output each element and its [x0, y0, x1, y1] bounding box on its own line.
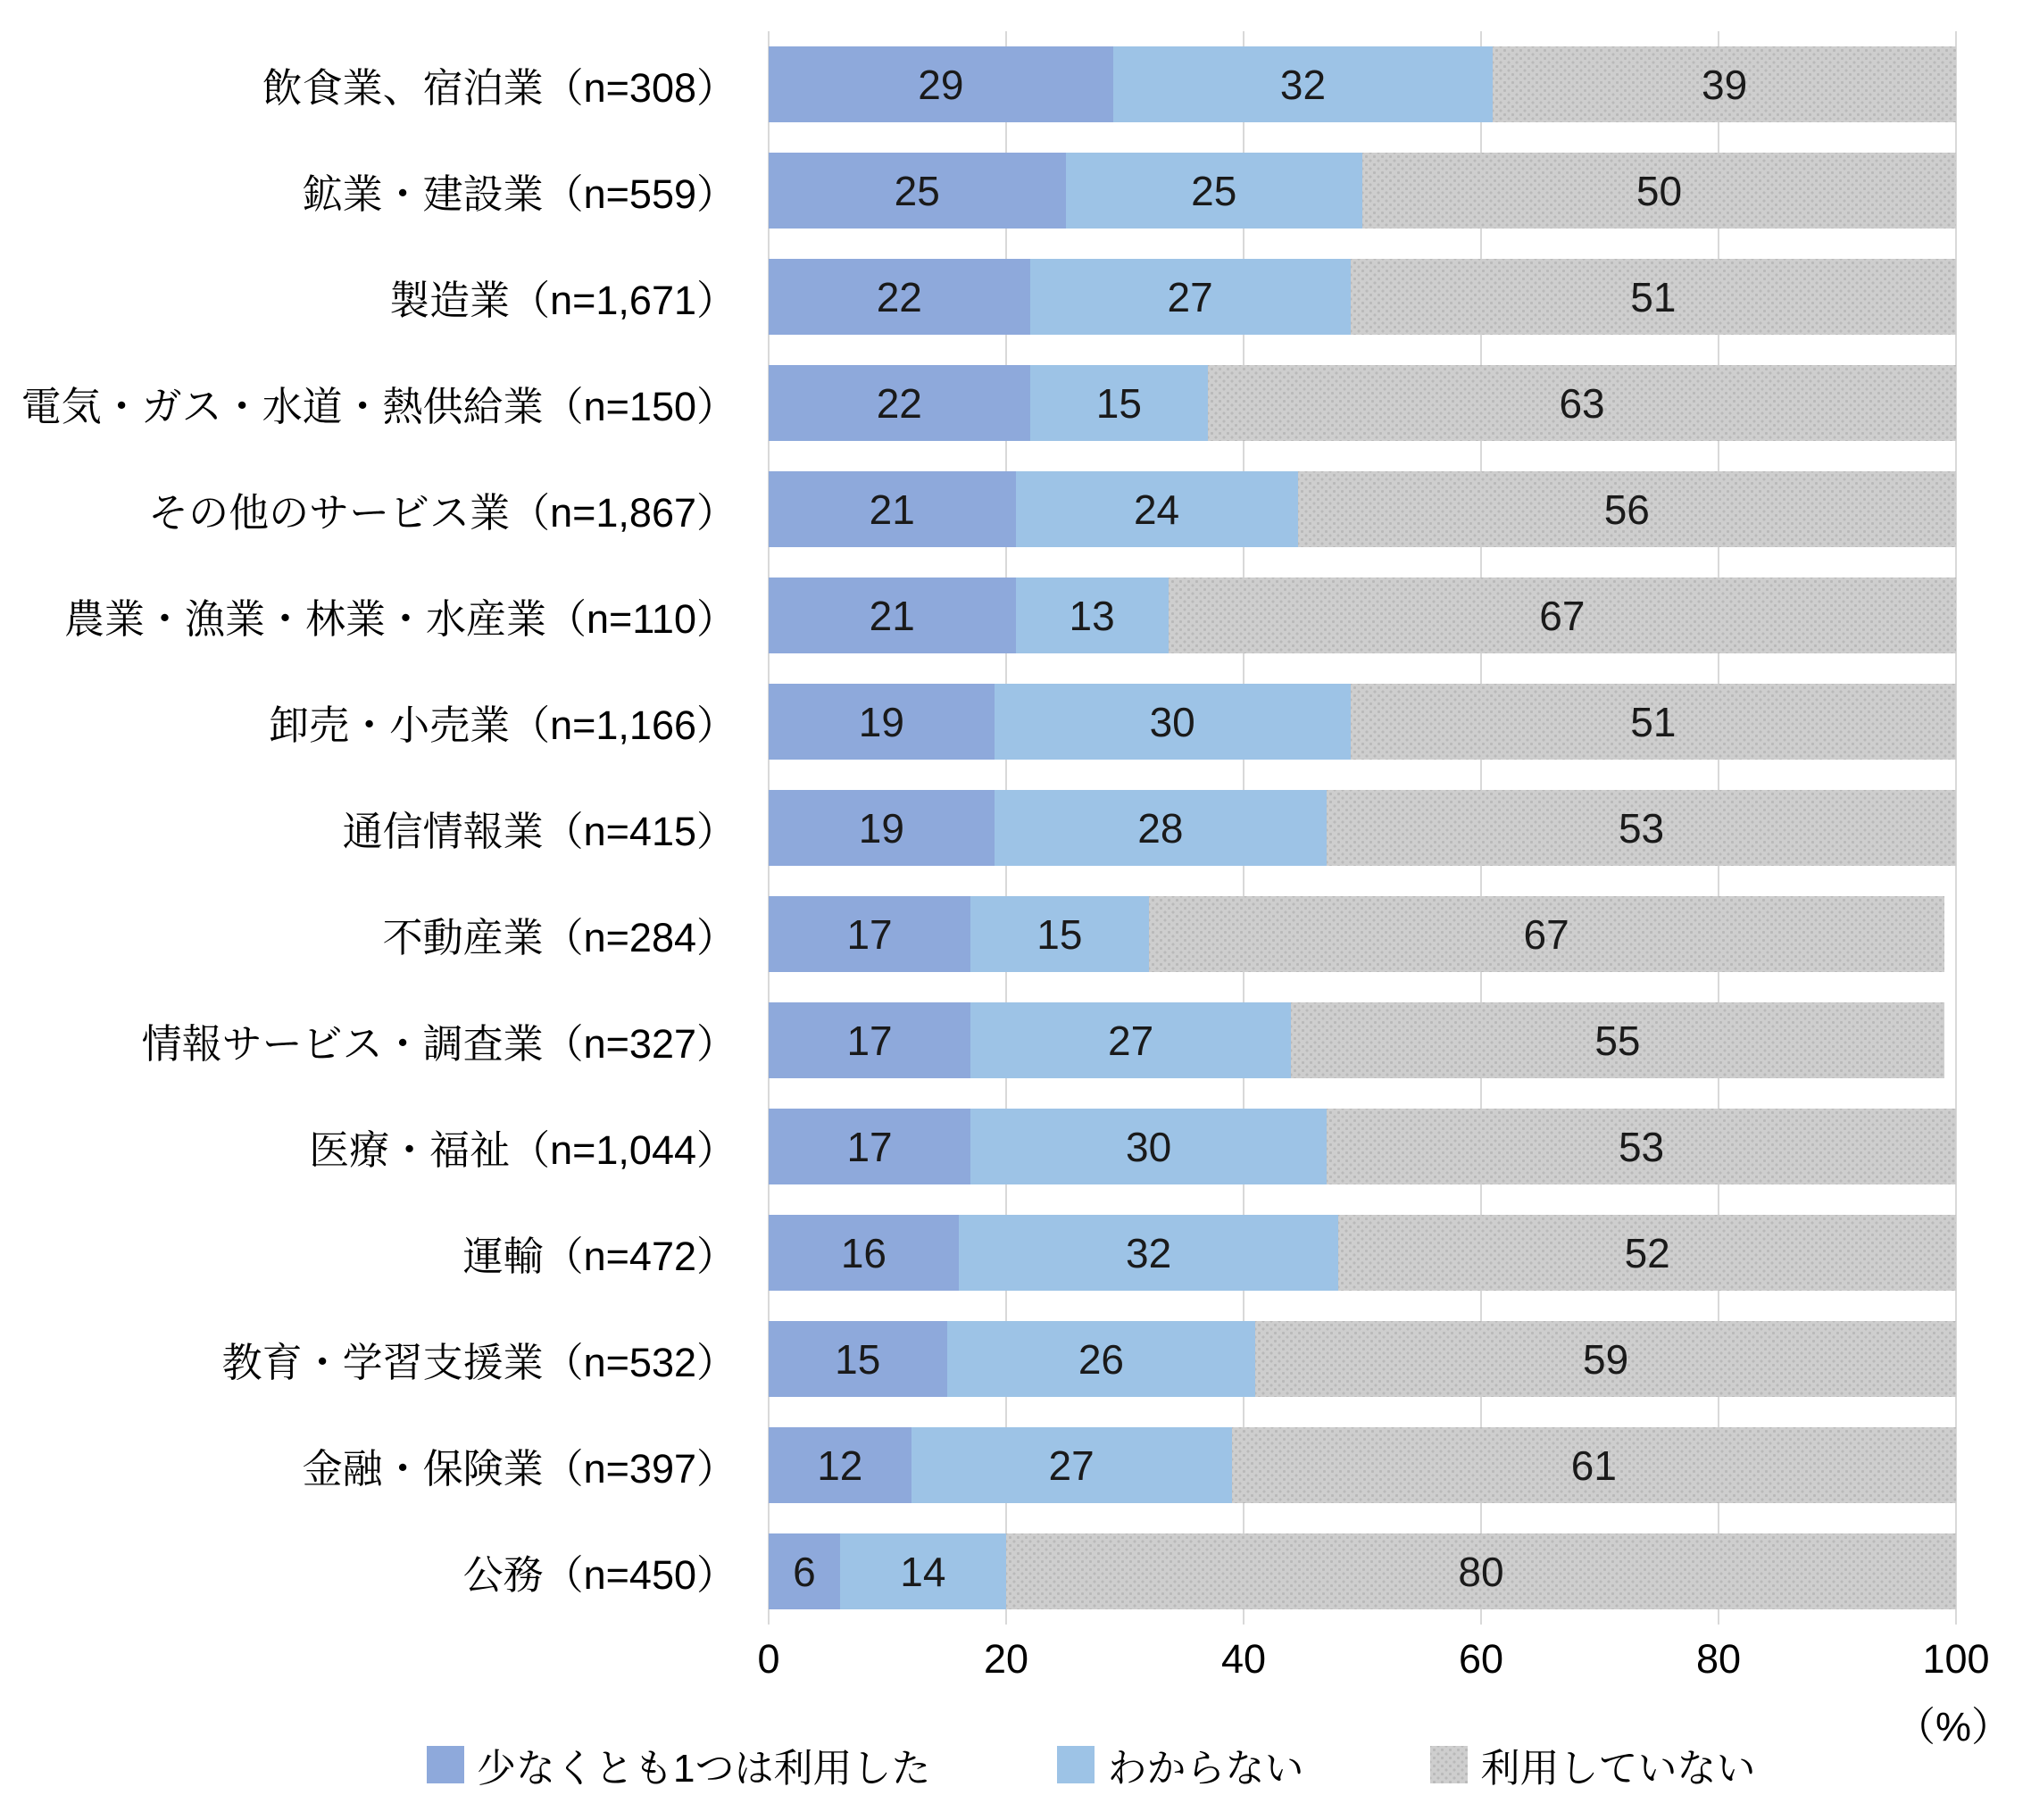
stacked-bar — [769, 1002, 1956, 1078]
bar-segment — [769, 1533, 840, 1609]
bar-segment — [769, 471, 1016, 547]
stacked-bar — [769, 896, 1956, 972]
legend-item — [1057, 1736, 1303, 1793]
value-label: 22 — [876, 273, 922, 320]
value-label: 12 — [817, 1442, 863, 1489]
value-label: 32 — [1279, 61, 1327, 108]
category-label: 卸売・小売業（n=1,166） — [269, 702, 737, 748]
category-label: 運輸（n=472） — [462, 1234, 737, 1279]
value-label: 15 — [1036, 910, 1083, 958]
bar-row — [0, 244, 2031, 350]
bar-segment — [769, 153, 1066, 229]
value-label: 15 — [835, 1335, 881, 1383]
category-label: 電気・ガス・水道・熱供給業（n=150） — [21, 384, 737, 429]
legend — [427, 1736, 1755, 1793]
bar-segment — [911, 1427, 1232, 1503]
category-label: 教育・学習支援業（n=532） — [221, 1340, 737, 1385]
legend-swatch — [1430, 1746, 1468, 1783]
value-label: 26 — [1078, 1335, 1124, 1383]
bar-segment — [970, 1109, 1327, 1184]
x-axis-tick: 0 — [757, 1636, 780, 1682]
stacked-bar — [769, 790, 1956, 866]
stacked-bar — [769, 365, 1956, 441]
value-label: 17 — [846, 910, 893, 958]
stacked-bar — [769, 578, 1956, 653]
bar-segment — [769, 896, 970, 972]
value-label: 13 — [1069, 592, 1115, 639]
bar-segment — [1016, 578, 1169, 653]
bar-segment — [769, 1215, 959, 1291]
stacked-bar — [769, 153, 1956, 229]
legend-item — [427, 1736, 930, 1793]
value-label: 27 — [1167, 273, 1213, 320]
bar-segment — [1362, 153, 1956, 229]
stacked-bar — [769, 1215, 1956, 1291]
bar-segment — [769, 1109, 970, 1184]
bar-segment — [1016, 471, 1298, 547]
bar-segment — [1338, 1215, 1956, 1291]
value-label: 56 — [1603, 486, 1650, 533]
category-label: 鉱業・建設業（n=559） — [302, 171, 737, 217]
bar-segment — [769, 1427, 911, 1503]
value-label: 30 — [1126, 1123, 1172, 1170]
bar-row — [0, 562, 2031, 669]
value-label: 22 — [876, 379, 922, 427]
value-label: 27 — [1108, 1017, 1154, 1064]
category-label: 金融・保険業（n=397） — [302, 1446, 737, 1492]
value-label: 19 — [858, 698, 904, 745]
value-label: 27 — [1048, 1442, 1095, 1489]
value-label: 55 — [1594, 1017, 1641, 1064]
stacked-bar — [769, 1321, 1956, 1397]
value-label: 80 — [1458, 1548, 1504, 1595]
legend-label: 少なくとも1つは利用した — [477, 1747, 931, 1791]
value-label: 6 — [793, 1548, 816, 1595]
bar-row — [0, 1093, 2031, 1200]
value-label: 28 — [1137, 804, 1184, 852]
value-label: 21 — [869, 592, 915, 639]
bar-row — [0, 1200, 2031, 1306]
value-label: 32 — [1126, 1229, 1172, 1276]
bar-segment — [1066, 153, 1363, 229]
bar-segment — [840, 1533, 1006, 1609]
bar-segment — [1291, 1002, 1944, 1078]
value-label: 29 — [918, 61, 964, 108]
bar-row — [0, 31, 2031, 137]
value-label: 14 — [900, 1548, 946, 1595]
value-label: 30 — [1149, 698, 1195, 745]
bar-segment — [970, 1002, 1291, 1078]
category-label: 通信情報業（n=415） — [342, 809, 737, 854]
bar-rows — [0, 31, 2031, 1625]
x-axis-tick: 80 — [1695, 1636, 1742, 1682]
bar-segment — [769, 365, 1030, 441]
bar-row — [0, 1412, 2031, 1518]
stacked-bar — [769, 471, 1956, 547]
bar-segment — [1298, 471, 1956, 547]
bar-row — [0, 775, 2031, 881]
category-label: 不動産業（n=284） — [382, 915, 737, 960]
value-label: 53 — [1618, 804, 1665, 852]
bar-segment — [1232, 1427, 1956, 1503]
value-label: 63 — [1559, 379, 1605, 427]
bar-segment — [769, 790, 995, 866]
bar-segment — [1169, 578, 1956, 653]
category-label: 飲食業、宿泊業（n=308） — [262, 65, 737, 111]
legend-label: わからない — [1107, 1747, 1304, 1791]
value-label: 53 — [1618, 1123, 1665, 1170]
bar-row — [0, 137, 2031, 244]
bar-segment — [995, 684, 1351, 760]
stacked-bar — [769, 1427, 1956, 1503]
bar-row — [0, 669, 2031, 775]
x-axis-tick: 100 — [1922, 1636, 1990, 1682]
category-label: 医療・福祉（n=1,044） — [309, 1127, 737, 1173]
bar-row — [0, 987, 2031, 1093]
stacked-bar — [769, 259, 1956, 335]
bar-segment — [995, 790, 1327, 866]
bar-segment — [1327, 1109, 1956, 1184]
bar-row — [0, 350, 2031, 456]
bar-segment — [1030, 365, 1209, 441]
bar-row — [0, 456, 2031, 562]
value-label: 25 — [1191, 167, 1237, 214]
bar-segment — [1493, 46, 1956, 122]
category-label: 公務（n=450） — [462, 1552, 737, 1598]
value-label: 17 — [846, 1017, 893, 1064]
bar-row — [0, 1518, 2031, 1625]
stacked-bar — [769, 684, 1956, 760]
bar-segment — [947, 1321, 1256, 1397]
bar-segment — [1327, 790, 1956, 866]
stacked-bar — [769, 46, 1956, 122]
value-label: 24 — [1133, 486, 1180, 533]
bar-segment — [1113, 46, 1494, 122]
value-label: 61 — [1570, 1442, 1617, 1489]
value-label: 59 — [1583, 1335, 1629, 1383]
category-label: 農業・漁業・林業・水産業（n=110） — [63, 596, 737, 642]
category-label: その他のサービス業（n=1,867） — [148, 490, 737, 536]
bar-row — [0, 1306, 2031, 1412]
bar-segment — [1030, 259, 1351, 335]
value-label: 39 — [1702, 61, 1748, 108]
category-label: 製造業（n=1,671） — [389, 278, 737, 323]
bar-segment — [769, 46, 1113, 122]
x-axis — [757, 1636, 1990, 1690]
value-label: 16 — [840, 1229, 886, 1276]
legend-item — [1430, 1736, 1755, 1793]
bar-segment — [1149, 896, 1944, 972]
bar-segment — [1255, 1321, 1956, 1397]
value-label: 50 — [1636, 167, 1683, 214]
value-label: 25 — [894, 167, 940, 214]
x-axis-tick: 40 — [1220, 1636, 1267, 1682]
value-label: 19 — [858, 804, 904, 852]
legend-swatch — [427, 1746, 464, 1783]
stacked-bar — [769, 1109, 1956, 1184]
x-axis-tick: 60 — [1458, 1636, 1504, 1682]
value-label: 52 — [1624, 1229, 1670, 1276]
bar-segment — [959, 1215, 1339, 1291]
bar-segment — [769, 1321, 947, 1397]
bar-segment — [1351, 259, 1956, 335]
legend-label: 利用していない — [1480, 1747, 1756, 1791]
bar-segment — [970, 896, 1149, 972]
axis-unit-label: （%） — [1894, 1704, 2011, 1749]
category-label: 情報サービス・調査業（n=327） — [141, 1021, 737, 1067]
x-axis-tick: 20 — [983, 1636, 1029, 1682]
bar-segment — [769, 578, 1016, 653]
value-label: 67 — [1523, 910, 1569, 958]
legend-swatch — [1057, 1746, 1095, 1783]
bar-row — [0, 881, 2031, 987]
value-label: 21 — [869, 486, 915, 533]
bar-segment — [769, 1002, 970, 1078]
bar-segment — [1208, 365, 1956, 441]
bar-segment — [1351, 684, 1956, 760]
bar-segment — [1006, 1533, 1956, 1609]
value-label: 67 — [1539, 592, 1586, 639]
value-label: 51 — [1630, 698, 1677, 745]
value-label: 15 — [1095, 379, 1142, 427]
value-label: 51 — [1630, 273, 1677, 320]
stacked-bar — [769, 1533, 1956, 1609]
bar-segment — [769, 259, 1030, 335]
bar-segment — [769, 684, 995, 760]
value-label: 17 — [846, 1123, 893, 1170]
